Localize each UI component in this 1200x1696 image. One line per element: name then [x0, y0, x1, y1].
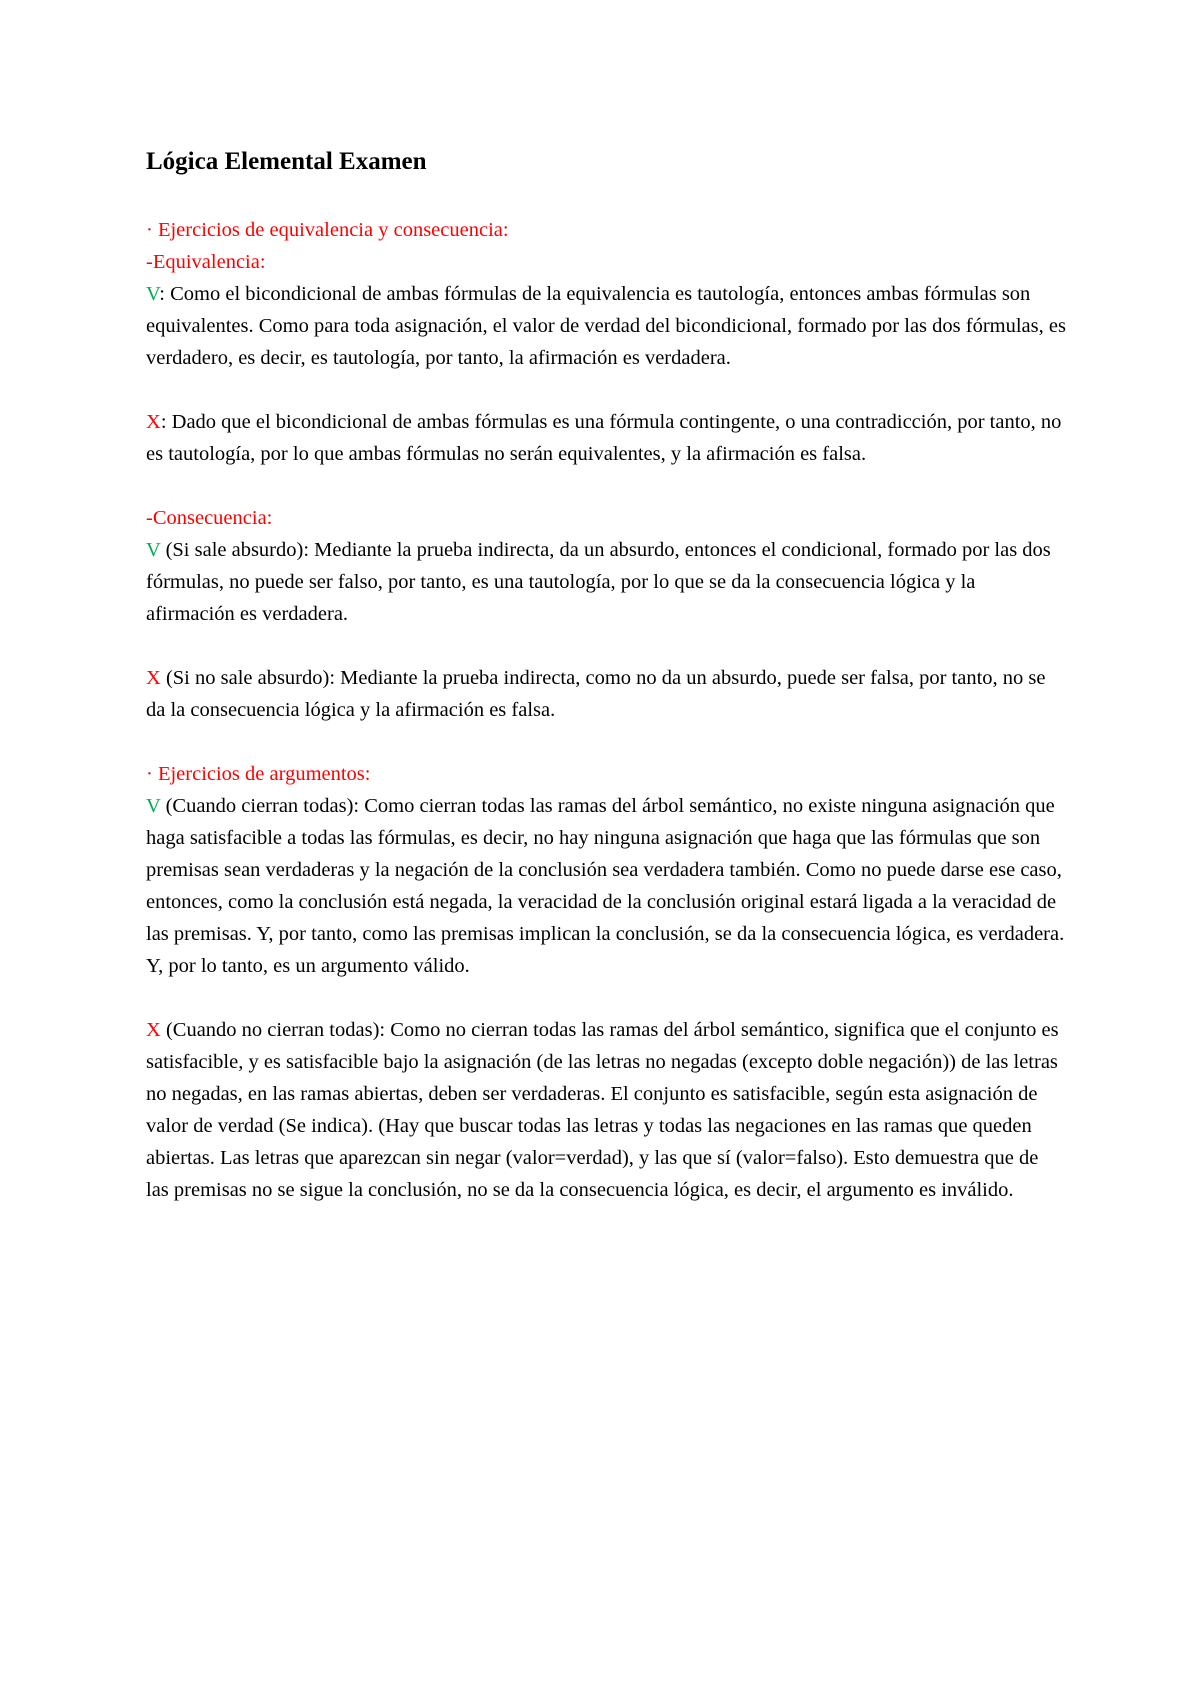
paragraph-spacer — [146, 982, 1066, 1014]
paragraph-spacer — [146, 470, 1066, 502]
consequence-false-text: (Si no sale absurdo): Mediante la prueba indirecta, como no da un absurdo, puede ser falsa, por tanto, no se da la consecuencia lógica y la afirmación es falsa. — [146, 667, 1046, 721]
true-mark: V — [146, 283, 160, 305]
true-mark: V — [146, 795, 161, 817]
section-heading-arguments: · Ejercicios de argumentos: — [146, 763, 371, 785]
section-heading-equivalence-consequence: · Ejercicios de equivalencia y consecuencia: — [146, 219, 509, 241]
equivalence-false-text: : Dado que el bicondicional de ambas fórmulas es una fórmula contingente, o una contradicción, por tanto, no es tautología, por lo que ambas fórmulas no serán equivalentes, y la afirmación es falsa. — [146, 411, 1062, 465]
false-mark: X — [146, 667, 161, 689]
arguments-false-text: (Cuando no cierran todas): Como no cierran todas las ramas del árbol semántico, significa que el conjunto es satisfacible, y es satisfacible bajo la asignación (de las letras no negadas (excepto doble negación)) de las letras no negadas, en las ramas abiertas, deben ser verdaderas. El conjunto es satisfacible, según esta asignación de valor de verdad (Se indica). (Hay que buscar todas las letras y todas las negaciones en las ramas que queden abiertas. Las letras que aparezcan sin negar (valor=verdad), y las que sí (valor=falso). Esto demuestra que de las premisas no se sigue la conclusión, no se da la consecuencia lógica, es decir, el argumento es inválido. — [146, 1019, 1059, 1201]
equivalence-false-paragraph — [146, 406, 1066, 470]
paragraph-spacer — [146, 726, 1066, 758]
subsection-heading-equivalence: -Equivalencia: — [146, 251, 266, 273]
false-mark: X — [146, 411, 161, 433]
paragraph-spacer — [146, 374, 1066, 406]
document-page — [146, 146, 1066, 1206]
arguments-true-text: (Cuando cierran todas): Como cierran todas las ramas del árbol semántico, no existe ninguna asignación que haga satisfacible a todas las fórmulas, es decir, no hay ninguna asignación que haga que las fórmulas que son premisas sean verdaderas y la negación de la conclusión sea verdadera también. Como no puede darse ese caso, entonces, como la conclusión está negada, la veracidad de la conclusión original estará ligada a la veracidad de las premisas. Y, por tanto, como las premisas implican la conclusión, se da la consecuencia lógica, es verdadera. Y, por lo tanto, es un argumento válido. — [146, 795, 1065, 977]
arguments-true-paragraph — [146, 790, 1066, 982]
false-mark: X — [146, 1019, 161, 1041]
equivalence-true-paragraph — [146, 278, 1066, 374]
equivalence-true-text: : Como el bicondicional de ambas fórmulas de la equivalencia es tautología, entonces ambas fórmulas son equivalentes. Como para toda asignación, el valor de verdad del bicondicional, formado por las dos fórmulas, es verdadero, es decir, es tautología, por tanto, la afirmación es verdadera. — [146, 283, 1066, 369]
arguments-false-paragraph — [146, 1014, 1066, 1206]
subsection-heading-consequence: -Consecuencia: — [146, 507, 273, 529]
true-mark: V — [146, 539, 161, 561]
consequence-true-paragraph — [146, 534, 1066, 630]
consequence-true-text: (Si sale absurdo): Mediante la prueba indirecta, da un absurdo, entonces el condicional, formado por las dos fórmulas, no puede ser falso, por tanto, es una tautología, por lo que se da la consecuencia lógica y la afirmación es verdadera. — [146, 539, 1051, 625]
consequence-false-paragraph — [146, 662, 1066, 726]
document-title: Lógica Elemental Examen — [146, 148, 427, 175]
paragraph-spacer — [146, 630, 1066, 662]
